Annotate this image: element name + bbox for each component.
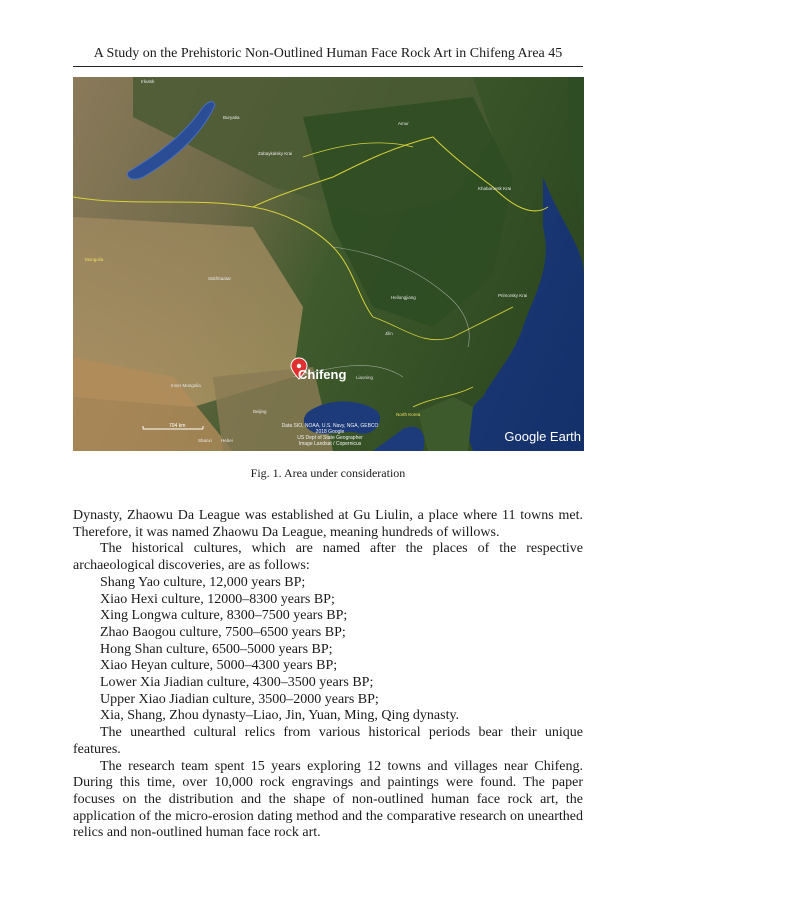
paragraph-cultures-intro: The historical cultures, which are named after the places of the respective archaeological discoveries, are as follows: <box>73 541 583 574</box>
label-primorsky: Primorsky Krai <box>498 293 528 298</box>
paragraph-research: The research team spent 15 years exploring 12 towns and villages near Chifeng. During this time, over 10,000 rock engravings and paintings were found. The paper focuses on the distribution and the shape of non-outlined human face rock art, the application of the micro-erosion dating method and the comparative research on unearthed relics and non-outlined human face rock art. <box>73 758 583 841</box>
list-item: Shang Yao culture, 12,000 years BP; <box>100 574 306 590</box>
label-chifeng: Chifeng <box>298 367 347 382</box>
label-north-korea: North Korea <box>396 412 421 417</box>
label-heilongjiang: Heilongjiang <box>391 295 416 300</box>
label-buryatia: Buryatia <box>223 115 240 120</box>
scale-label: 704 km <box>169 423 186 429</box>
label-sukhbaatar: Sükhbaatar <box>208 276 232 281</box>
list-item: Zhao Baogou culture, 7500–6500 years BP; <box>100 624 346 640</box>
body-text <box>73 508 583 842</box>
label-mongolia: Mongolia <box>85 257 104 262</box>
label-hebei: Hebei <box>221 438 233 443</box>
paragraph-dynasty: Dynasty, Zhaowu Da League was established at Gu Liulin, a place where 11 towns met. Therefore, it was named Zhaowu Da League, meaning hundreds of willows. <box>73 508 583 540</box>
attribution-line: US Dept of State Geographer <box>297 435 363 441</box>
attribution-line: Image Landsat / Copernicus <box>298 441 362 447</box>
google-earth-watermark: Google Earth <box>504 429 581 444</box>
figure-caption: Fig. 1. Area under consideration <box>250 466 406 480</box>
satellite-map <box>73 77 584 451</box>
figure-map <box>73 77 584 451</box>
list-item: Xiao Hexi culture, 12000–8300 years BP; <box>100 591 335 607</box>
list-item: Xia, Shang, Zhou dynasty–Liao, Jin, Yuan, Ming, Qing dynasty. <box>100 708 460 724</box>
label-amur: Amur <box>398 121 409 126</box>
paragraph-relics: The unearthed cultural relics from various historical periods bear their unique features. <box>73 725 583 757</box>
label-inner-mongolia: Inner Mongolia <box>171 383 201 388</box>
attribution-line: Data SIO, NOAA, U.S. Navy, NGA, GEBCO <box>281 423 379 429</box>
list-item: Hong Shan culture, 6500–5000 years BP; <box>100 641 333 657</box>
label-shanxi: Shanxi <box>198 438 212 443</box>
culture-list <box>73 575 583 725</box>
label-khabarovsk: Khabarovsk Krai <box>478 186 512 191</box>
list-item: Xiao Heyan culture, 5000–4300 years BP; <box>100 658 338 674</box>
attribution-line: 2018 Google <box>315 429 345 435</box>
running-header: A Study on the Prehistoric Non-Outlined Human Face Rock Art in Chifeng Area 45 <box>73 44 583 67</box>
label-chifeng-sub: Liaoning <box>356 375 374 380</box>
list-item: Xing Longwa culture, 8300–7500 years BP; <box>100 608 348 624</box>
label-jilin: Jilin <box>385 331 393 336</box>
list-item: Upper Xiao Jiadian culture, 3500–2000 years BP; <box>100 691 379 707</box>
label-irkutsk: Irkutsk <box>141 79 155 84</box>
list-item: Lower Xia Jiadian culture, 4300–3500 years BP; <box>100 675 374 691</box>
label-beijing: Beijing <box>253 409 267 414</box>
label-zabaykalsky: Zabaykalsky Krai <box>258 151 293 156</box>
